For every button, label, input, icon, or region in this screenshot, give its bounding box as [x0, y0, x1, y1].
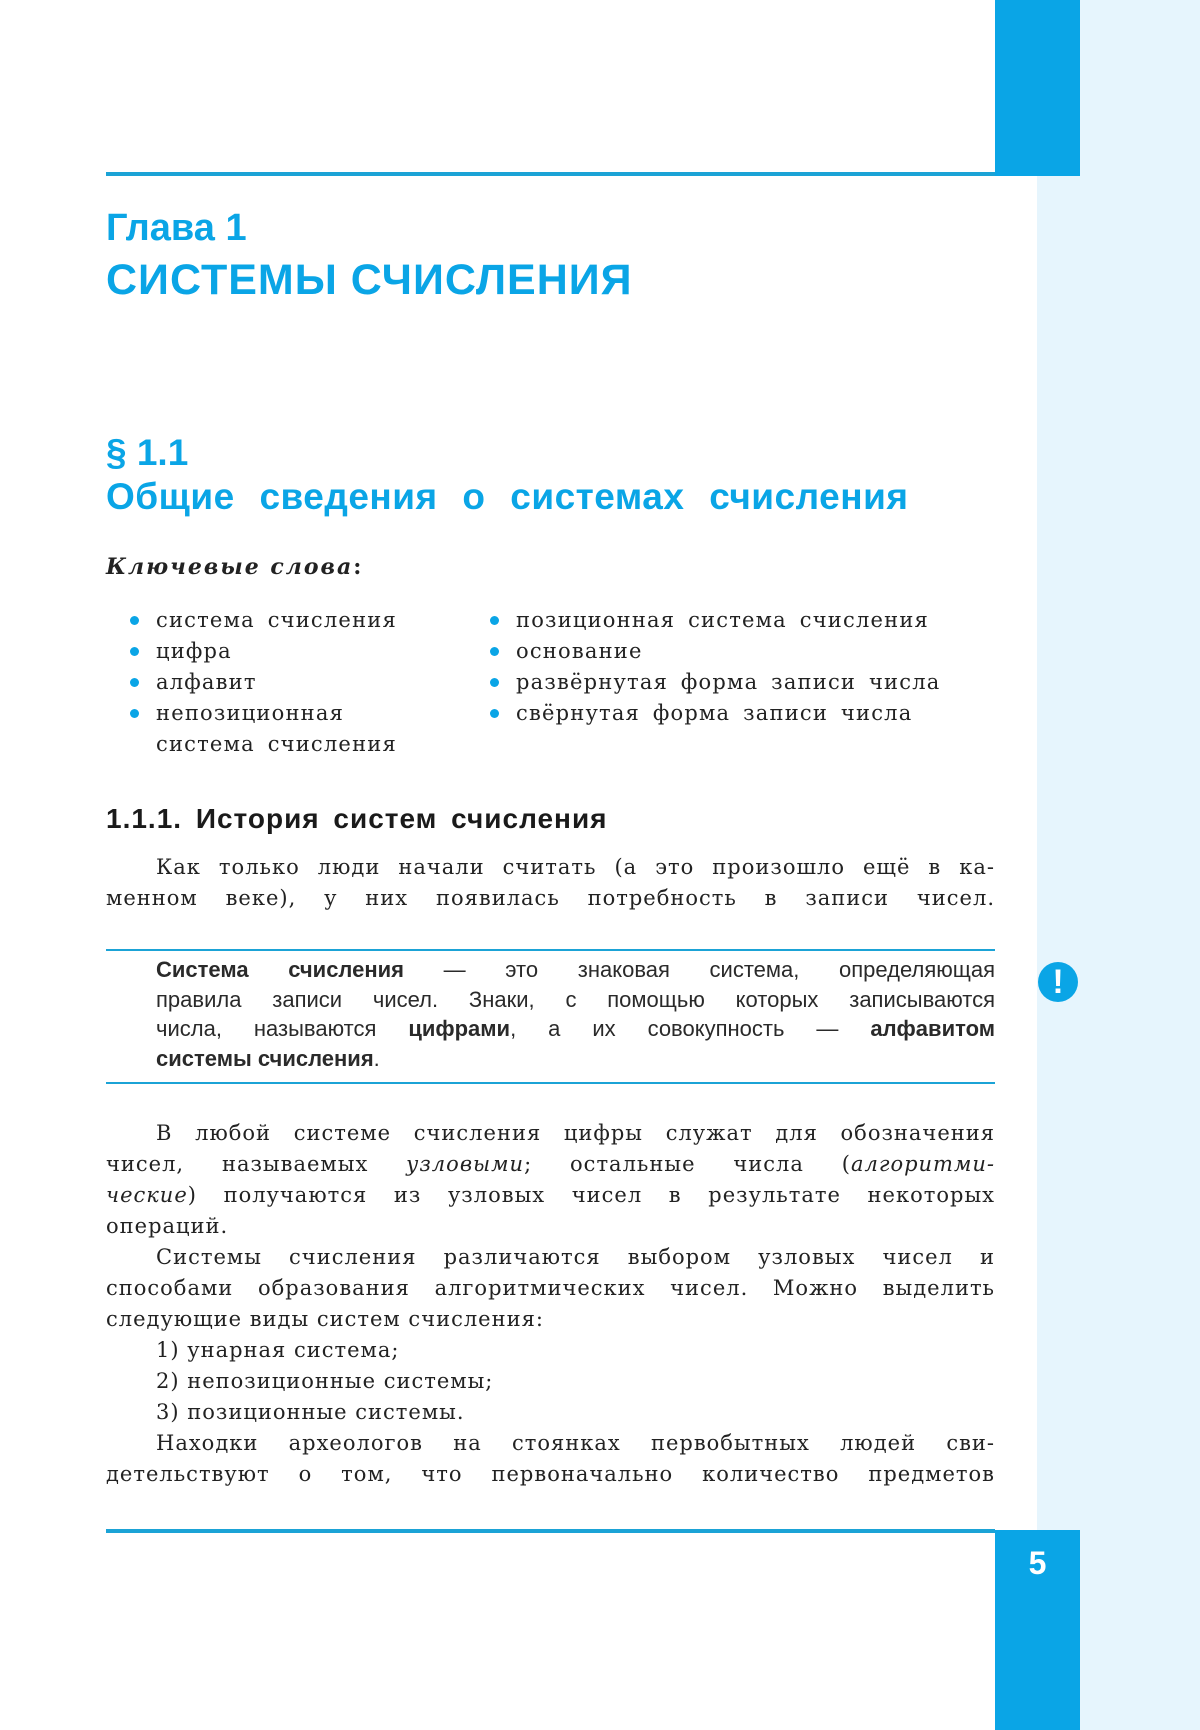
list-item: 1) унарная система;: [156, 1338, 400, 1362]
keyword-item: свёрнутая форма записи числа: [487, 698, 940, 729]
chapter-label: Глава 1: [106, 207, 247, 249]
page-number: 5: [1028, 1545, 1047, 1581]
keyword-item: основание: [487, 636, 940, 667]
section-number: § 1.1: [106, 432, 189, 473]
keywords-list-left: [127, 605, 416, 760]
bottom-rule: [106, 1529, 995, 1533]
list-item: 3) позиционные системы.: [156, 1400, 465, 1424]
body-text: В любой системе счисления цифры служат для обозначения чисел, называемых узловыми; остальные числа (алгоритми- ческие) получаются из узловых чисел в результате некоторых операций. Системы счисления различаются выбором узловых чисел и способами образования алгоритмических чисел. Можно выделить следующие виды систем счисления: 1) унарная система; 2) непозиционные системы; 3) позиционные системы. Находки археологов на стоянках первобытных людей сви- детельствуют о том, что первоначально количество предметов: [106, 1121, 995, 1486]
keyword-item: позиционная система счисления: [487, 605, 940, 636]
keyword-item: цифра: [127, 636, 416, 667]
chapter-tab: [995, 0, 1080, 176]
chapter-title: СИСТЕМЫ СЧИСЛЕНИЯ: [106, 256, 633, 304]
definition-rule-bottom: [106, 1082, 995, 1084]
keyword-item: алфавит: [127, 667, 416, 698]
keywords-heading: Ключевые слова:: [106, 554, 364, 580]
exclamation-icon: !: [1038, 962, 1078, 1002]
definition-box: Система счисления — это знаковая система, определяющая правила записи чисел. Знаки, с помощью которых записываются числа, называются цифрами, а их совокупность — алфавитом системы счисления.: [156, 957, 995, 1071]
section-title: Общие сведения о системах счисления: [106, 476, 909, 517]
subsection-title: 1.1.1. История систем счисления: [106, 803, 608, 834]
definition-rule-top: [106, 949, 995, 951]
list-item: 2) непозиционные системы;: [156, 1369, 494, 1393]
margin-strip-top: [1080, 0, 1200, 174]
margin-strip: [1037, 174, 1200, 1730]
intro-paragraph: Как только люди начали считать (а это произошло ещё в ка- менном веке), у них появилась потребность в записи чисел.: [106, 855, 995, 910]
keyword-item: развёрнутая форма записи числа: [487, 667, 940, 698]
keywords-list-right: [487, 605, 940, 729]
keyword-item: непозиционная система счисления: [127, 698, 416, 760]
keyword-item: система счисления: [127, 605, 416, 636]
top-rule: [106, 172, 995, 176]
